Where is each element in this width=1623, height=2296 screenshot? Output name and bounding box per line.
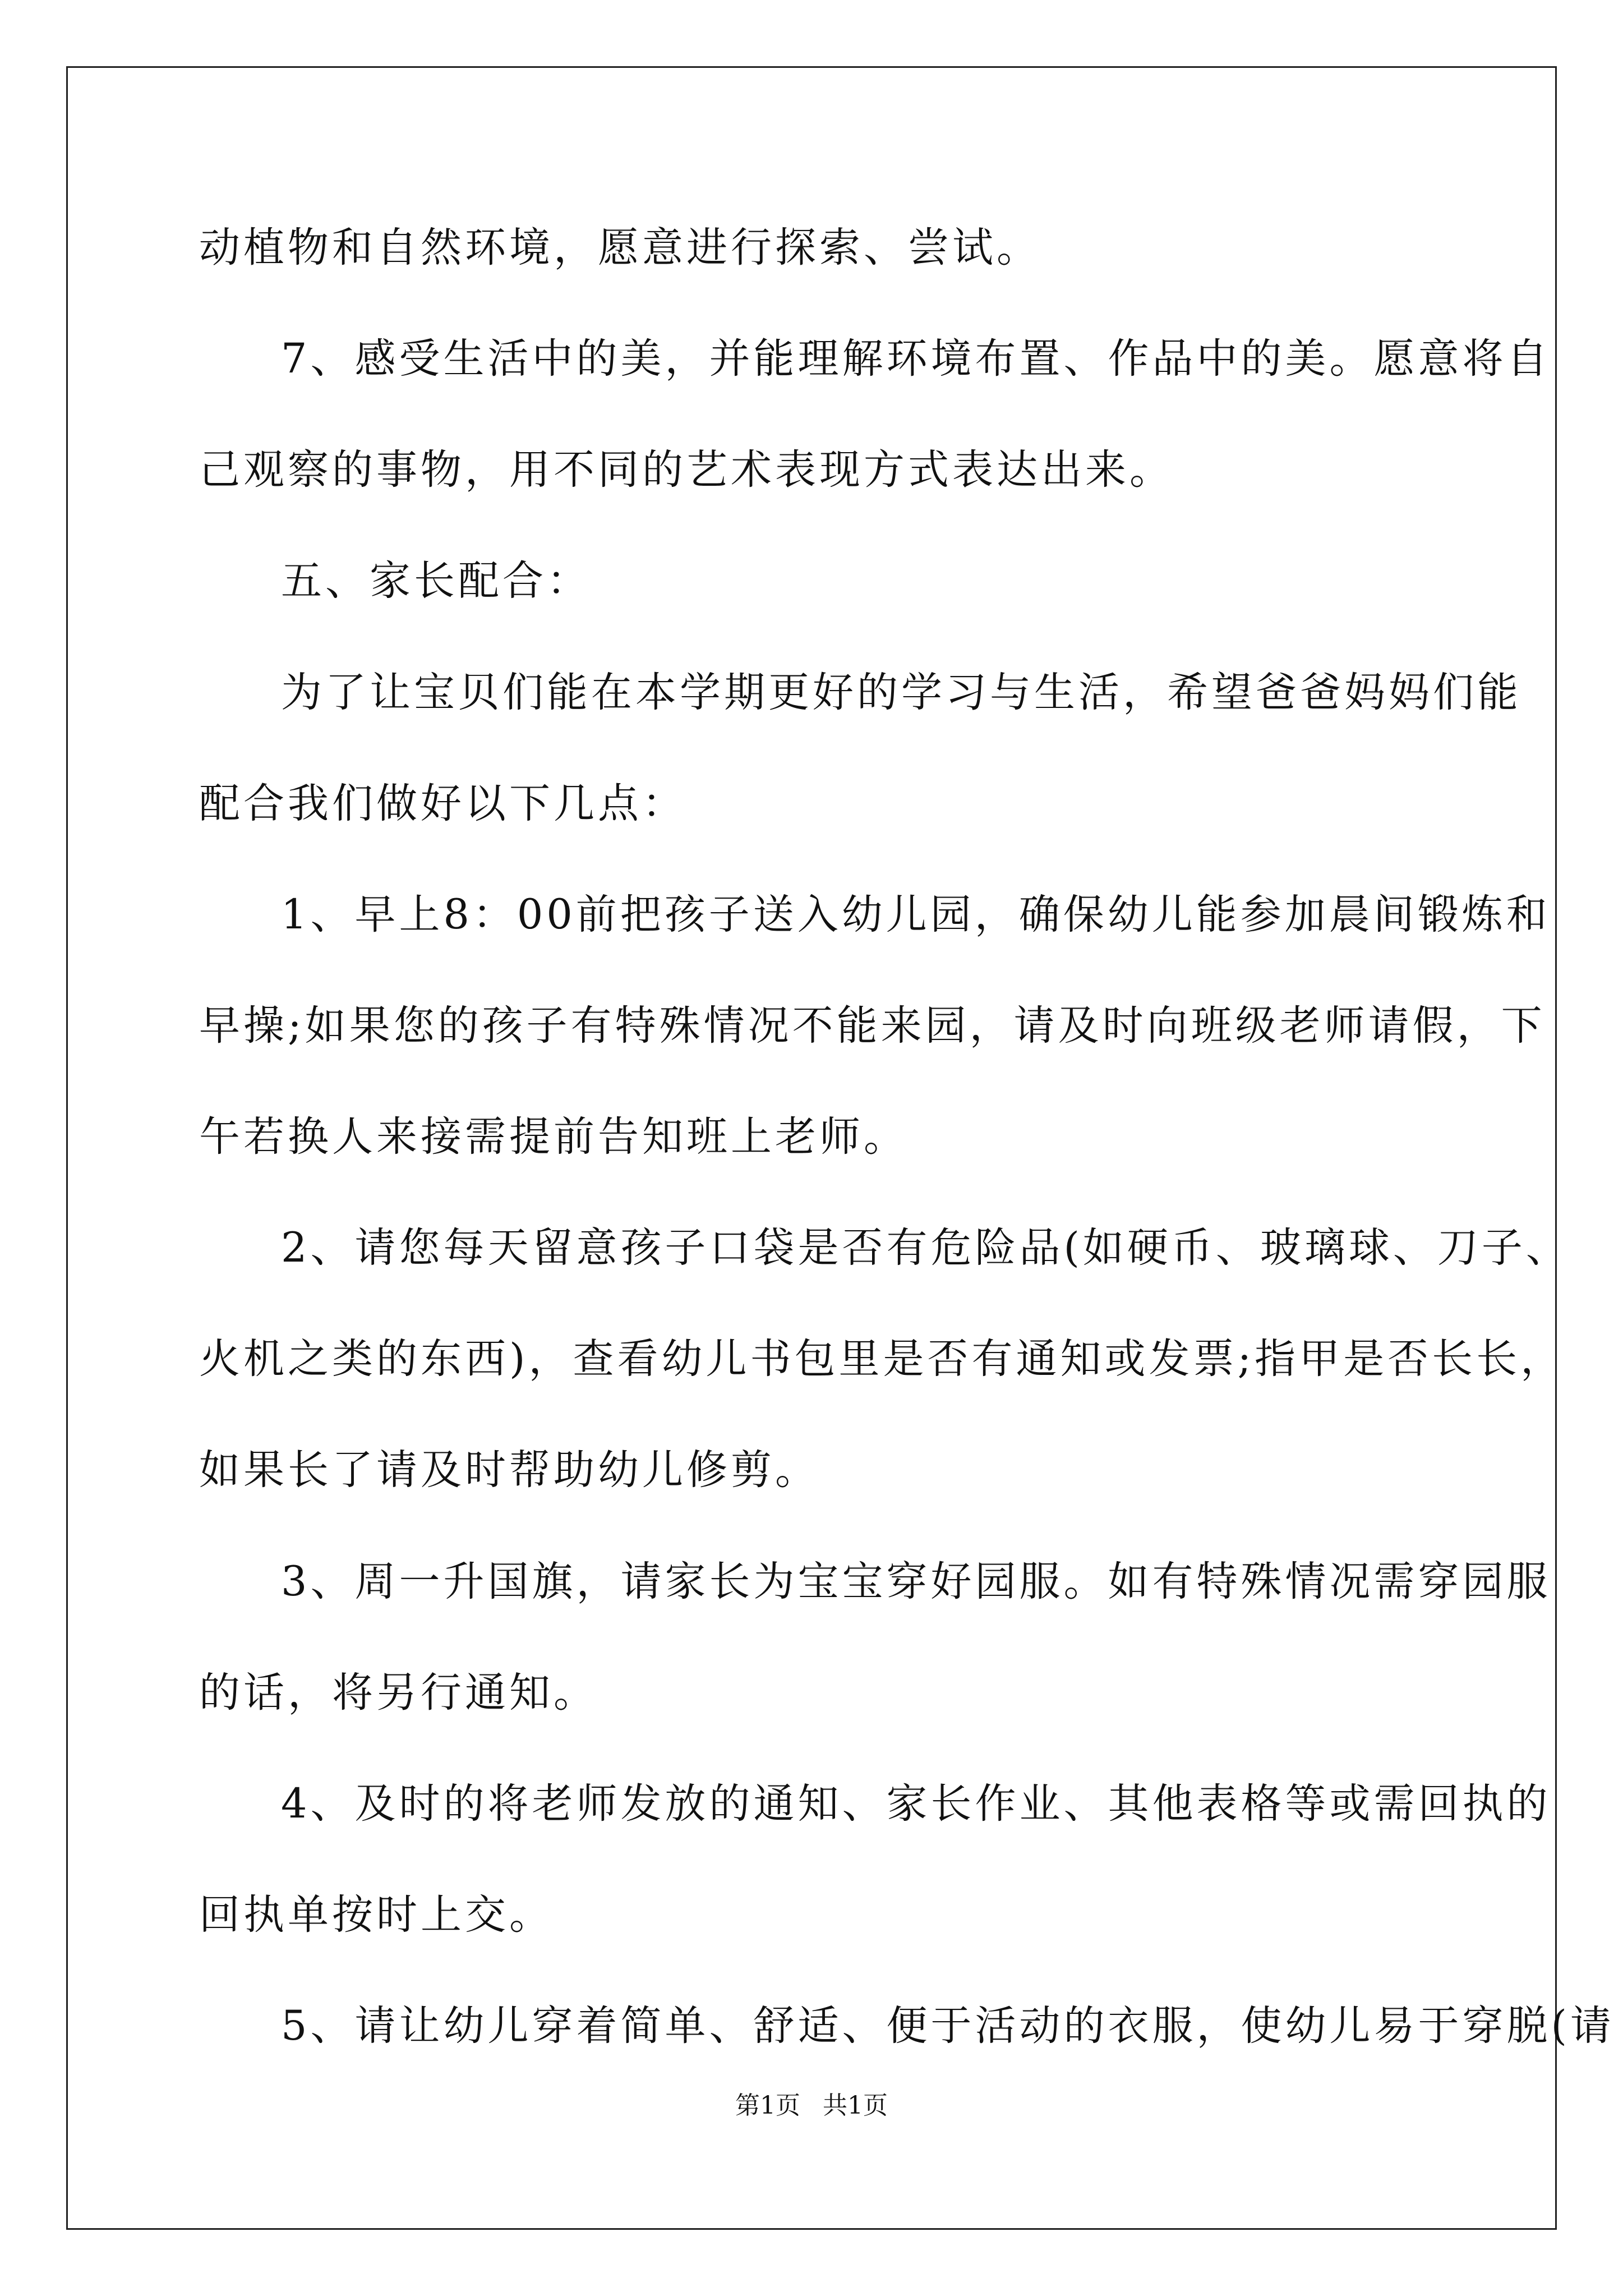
text-line: 如果长了请及时帮助幼儿修剪。 (199, 1446, 819, 1494)
text-line: 己观察的事物，用不同的艺术表现方式表达出来。 (199, 446, 1174, 494)
text-line: 配合我们做好以下几点： (199, 780, 686, 827)
text-line: 早操;如果您的孩子有特殊情况不能来园，请及时向班级老师请假，下 (199, 1002, 1546, 1050)
text-line: 4、及时的将老师发放的通知、家长作业、其他表格等或需回执的 (281, 1780, 1551, 1828)
text-line: 回执单按时上交。 (199, 1891, 554, 1939)
text-line: 的话，将另行通知。 (199, 1669, 598, 1717)
text-line: 动植物和自然环境，愿意进行探索、尝试。 (199, 224, 1041, 272)
section-heading: 五、家长配合： (281, 557, 591, 605)
page-number: 第1页 (735, 2091, 800, 2120)
text-line: 5、请让幼儿穿着简单、舒适、便于活动的衣服，使幼儿易于穿脱(请 (281, 2002, 1615, 2050)
text-line: 2、请您每天留意孩子口袋是否有危险品(如硬币、玻璃球、刀子、 (281, 1224, 1570, 1272)
text-line: 7、感受生活中的美，并能理解环境布置、作品中的美。愿意将自 (281, 335, 1551, 383)
page-total: 共1页 (823, 2091, 888, 2120)
text-line: 火机之类的东西)，查看幼儿书包里是否有通知或发票;指甲是否长长， (199, 1335, 1565, 1383)
text-line: 为了让宝贝们能在本学期更好的学习与生活，希望爸爸妈妈们能 (281, 669, 1521, 716)
text-line: 3、周一升国旗，请家长为宝宝穿好园服。如有特殊情况需穿园服 (281, 1558, 1551, 1605)
page-footer (0, 2089, 1623, 2123)
text-line: 1、早上8：00前把孩子送入幼儿园，确保幼儿能参加晨间锻炼和 (281, 891, 1551, 938)
text-line: 午若换人来接需提前告知班上老师。 (199, 1113, 908, 1161)
